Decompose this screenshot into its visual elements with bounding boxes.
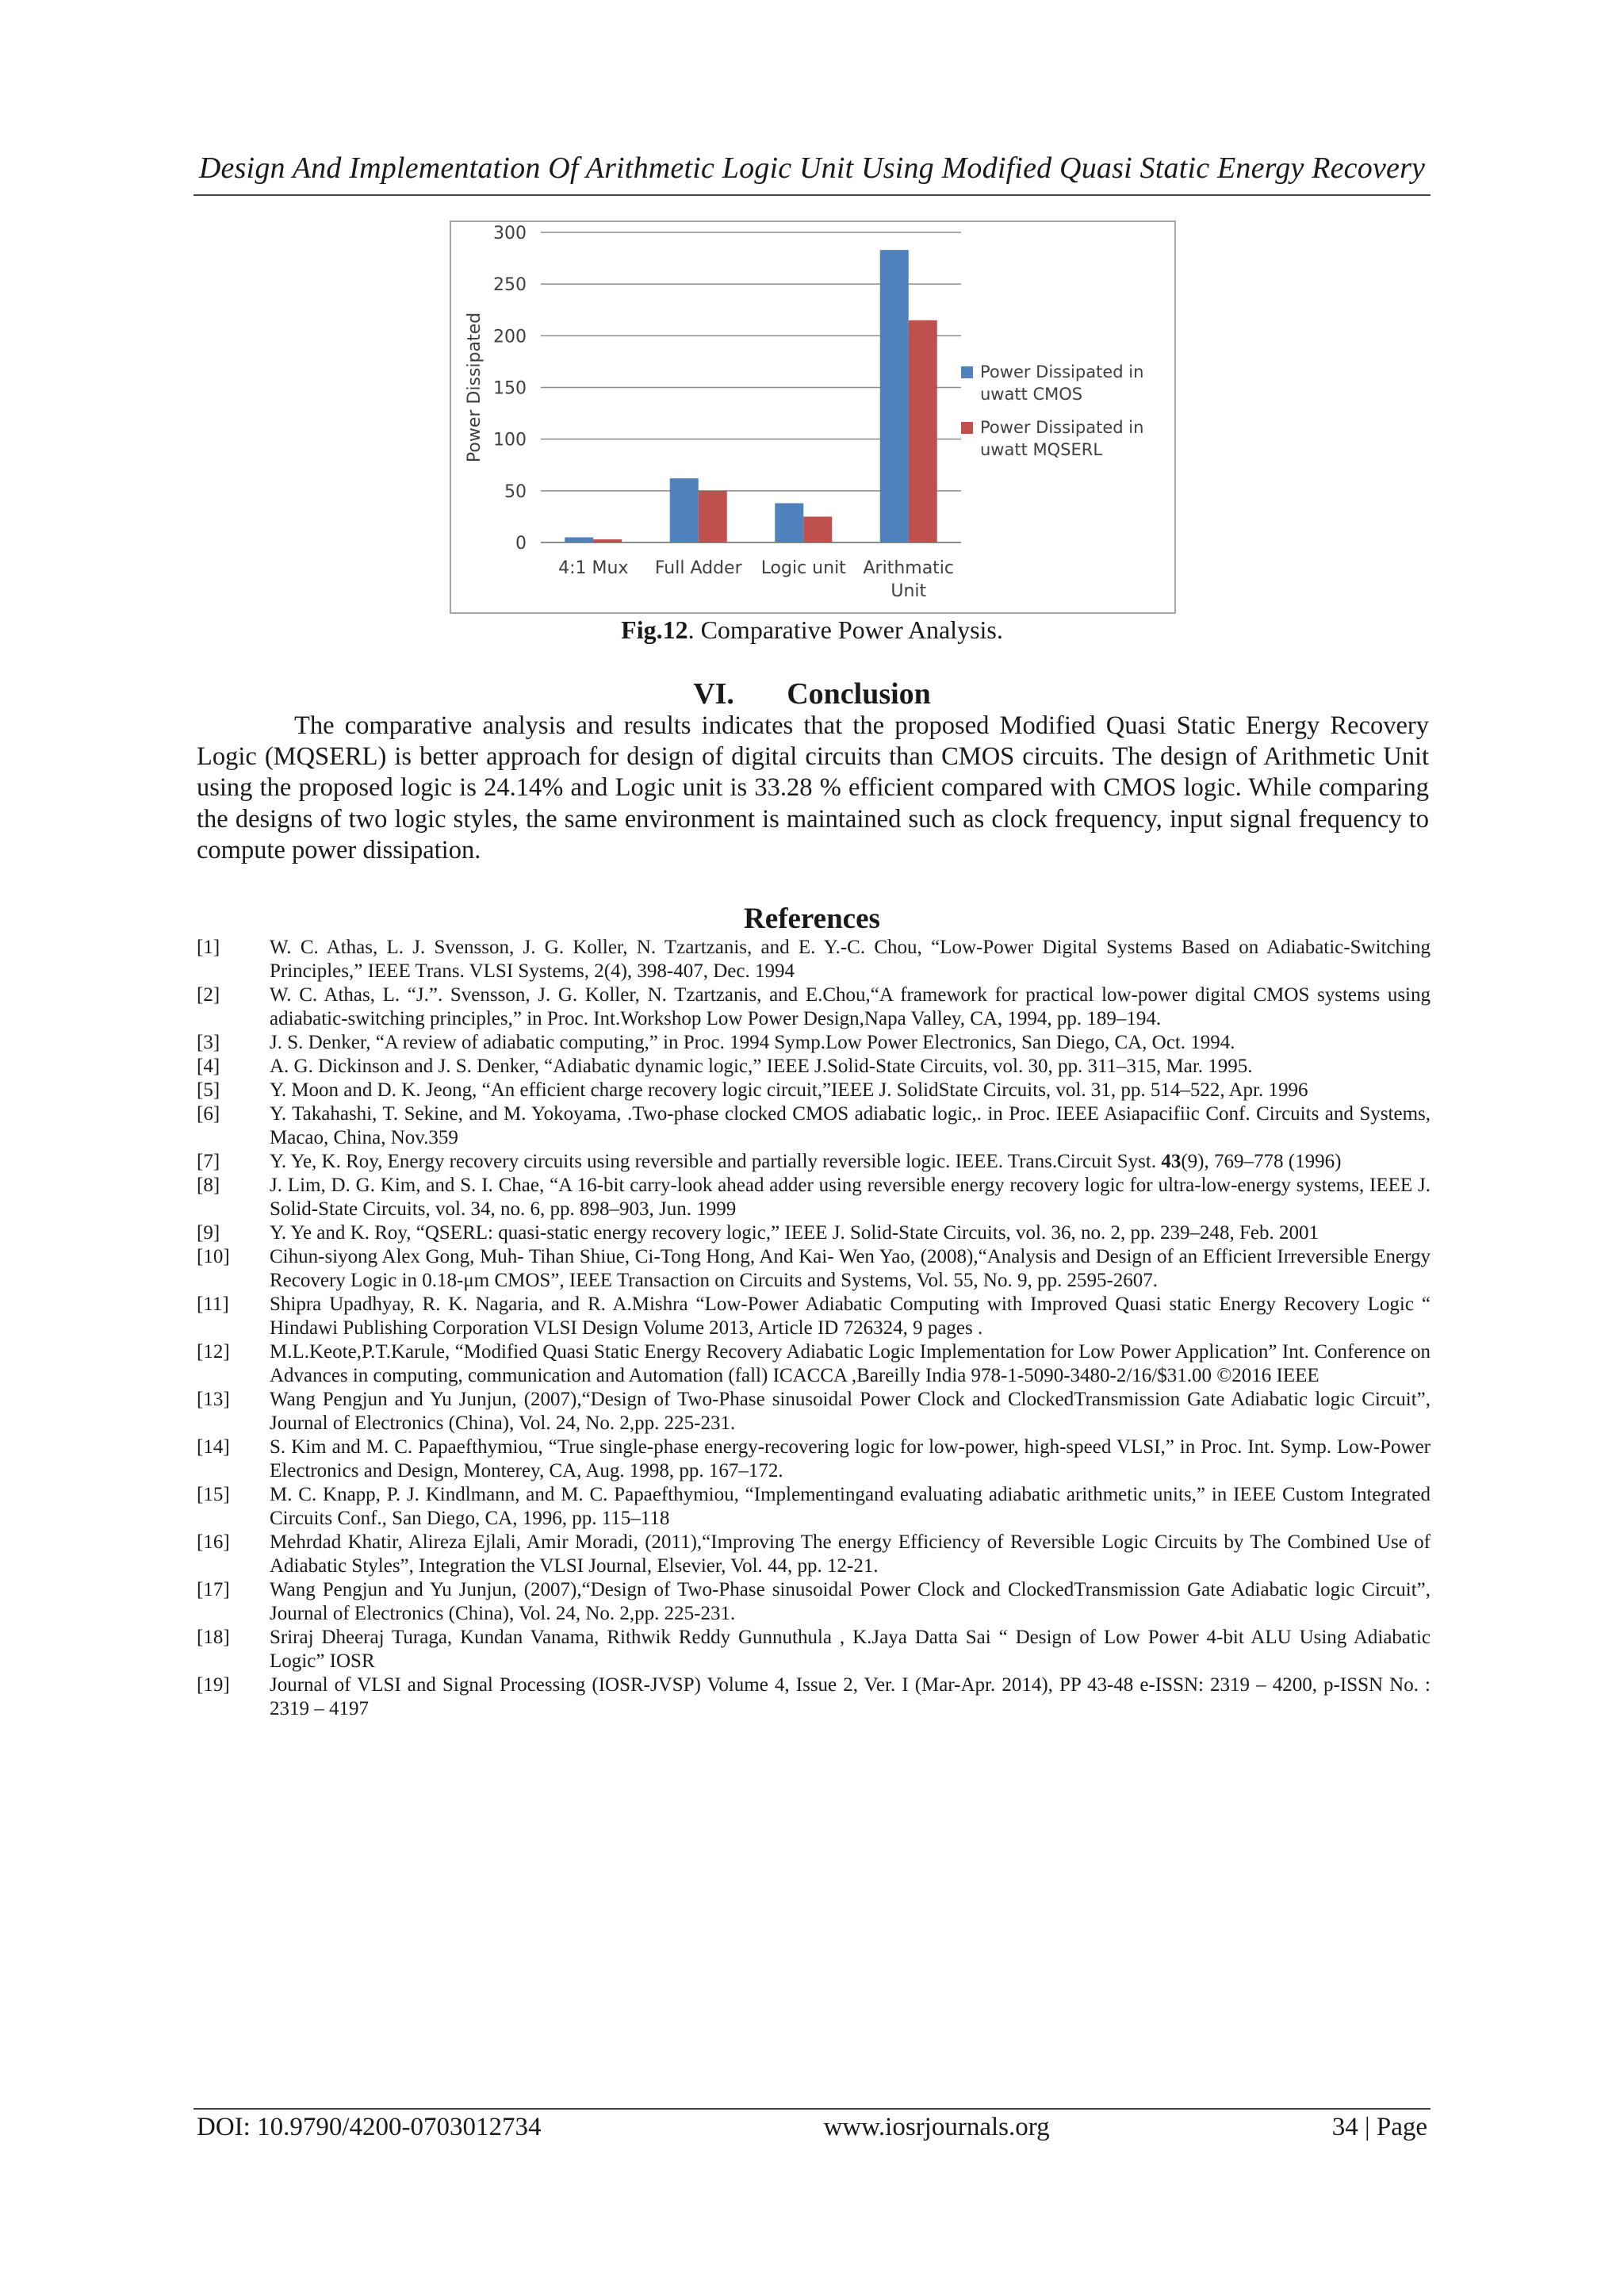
reference-item [197,1293,1431,1340]
section-title: Conclusion [787,677,931,711]
reference-number: [13] [197,1389,230,1410]
y-tick-label: 150 [493,378,527,399]
reference-item [197,1245,1431,1293]
reference-text: Mehrdad Khatir, Alireza Ejlali, Amir Moradi, (2011),“Improving The energy Efficiency of Reversible Logic Circuits by The Combined Use of Adiabatic Styles”, Integration the VLSI Journal, Elsevier, Vol. 44, pp. 12-21. [270,1531,1431,1577]
reference-number: [15] [197,1484,230,1505]
x-tick-label: Logic unit [760,558,846,578]
bar [699,491,727,542]
reference-number: [11] [197,1294,229,1315]
reference-text: M.L.Keote,P.T.Karule, “Modified Quasi Static Energy Recovery Adiabatic Logic Implementation for Low Power Application” Int. Conference on Advances in computing, communication and Automation (fall) ICACCA ,Bareilly India 978-1-5090-3480-2/16/$31.00 ©2016 IEEE [270,1341,1431,1386]
reference-number: [8] [197,1175,220,1196]
bar [670,478,699,542]
conclusion-text: The comparative analysis and results indicates that the proposed Modified Quasi Static Energy Recovery Logic (MQSERL) is better approach for design of digital circuits than CMOS circuits. The design of Arithmetic Unit using the proposed logic is 24.14% and Logic unit is 33.28 % efficient compared with CMOS logic. While comparing the designs of two logic styles, the same environment is maintained such as clock frequency, input signal frequency to compute power dissipation. [197,711,1429,864]
reference-number: [4] [197,1056,220,1077]
x-tick-label: Arithmatic [863,558,955,578]
reference-item [197,1435,1431,1483]
page-footer [197,2113,1427,2142]
legend-swatch [961,366,973,378]
footer-website: www.iosrjournals.org [823,2113,1050,2141]
bar [775,503,803,542]
reference-text: Wang Pengjun and Yu Junjun, (2007),“Design of Two-Phase sinusoidal Power Clock and ClockedTransmission Gate Adiabatic logic Circuit”, Journal of Electronics (China), Vol. 24, No. 2,pp. 225-231. [270,1389,1431,1434]
reference-number: [12] [197,1341,230,1363]
footer-rule [193,2108,1431,2110]
reference-list [197,936,1431,1721]
reference-number: [18] [197,1627,230,1648]
legend-label: Power Dissipated in [980,362,1144,381]
section-heading-conclusion [193,677,1431,711]
reference-text: J. S. Denker, “A review of adiabatic computing,” in Proc. 1994 Symp.Low Power Electronics, San Diego, CA, Oct. 1994. [270,1032,1235,1053]
reference-text: Y. Moon and D. K. Jeong, “An efficient charge recovery logic circuit,”IEEE J. SolidState Circuits, vol. 31, pp. 514–522, Apr. 1996 [270,1079,1308,1101]
reference-item [197,1102,1431,1150]
reference-item [197,1388,1431,1435]
x-tick-label: Unit [891,581,927,601]
reference-number: [6] [197,1103,220,1125]
reference-item [197,1031,1431,1055]
y-tick-label: 50 [504,481,527,502]
reference-item [197,1531,1431,1578]
reference-number: [16] [197,1531,230,1553]
reference-text: Y. Ye and K. Roy, “QSERL: quasi-static energy recovery logic,” IEEE J. Solid-State Circuits, vol. 36, no. 2, pp. 239–248, Feb. 2001 [270,1222,1319,1244]
bar [909,320,937,542]
reference-text: S. Kim and M. C. Papaefthymiou, “True single-phase energy-recovering logic for low-power, high-speed VLSI,” in Proc. Int. Symp. Low-Power Electronics and Design, Monterey, CA, Aug. 1998, pp. 167–172. [270,1436,1431,1481]
footer-doi: DOI: 10.9790/4200-0703012734 [197,2113,542,2141]
conclusion-paragraph [197,711,1429,866]
y-tick-label: 0 [515,534,527,554]
reference-item [197,1626,1431,1673]
reference-number: [7] [197,1151,220,1172]
figure-caption-text: . Comparative Power Analysis. [688,615,1003,644]
reference-number: [17] [197,1579,230,1600]
figure-label: Fig.12 [621,615,688,644]
reference-item [197,1483,1431,1531]
bar [565,537,593,542]
chart-svg [451,222,1174,612]
reference-text: Y. Ye, K. Roy, Energy recovery circuits using reversible and partially reversible logic. IEEE. Trans.Circuit Syst. 43(9), 769–778 (1996) [270,1151,1342,1172]
reference-item [197,983,1431,1031]
figure-caption [193,615,1431,645]
reference-item [197,1079,1431,1102]
reference-text: Sriraj Dheeraj Turaga, Kundan Vanama, Rithwik Reddy Gunnuthula , K.Jaya Datta Sai “ Design of Low Power 4-bit ALU Using Adiabatic Logic” IOSR [270,1627,1431,1672]
reference-item [197,1174,1431,1221]
reference-text: Cihun-siyong Alex Gong, Muh- Tihan Shiue, Ci-Tong Hong, And Kai- Wen Yao, (2008),“Analysis and Design of an Efficient Irreversible Energy Recovery Logic in 0.18-μm CMOS”, IEEE Transaction on Circuits and Systems, Vol. 55, No. 9, pp. 2595-2607. [270,1246,1431,1291]
reference-volume: 43 [1161,1151,1182,1172]
reference-text: W. C. Athas, L. J. Svensson, J. G. Koller, N. Tzartzanis, and E. Y.-C. Chou, “Low-Power Digital Systems Based on Adiabatic-Switching Principles,” IEEE Trans. VLSI Systems, 2(4), 398-407, Dec. 1994 [270,937,1431,982]
reference-item [197,1150,1431,1174]
reference-text: A. G. Dickinson and J. S. Denker, “Adiabatic dynamic logic,” IEEE J.Solid-State Circuits, vol. 30, pp. 311–315, Mar. 1995. [270,1056,1253,1077]
reference-item [197,1578,1431,1626]
legend-label: uwatt MQSERL [980,440,1103,459]
references-heading: References [744,903,880,935]
legend-label: uwatt CMOS [980,385,1083,404]
reference-number: [14] [197,1436,230,1458]
bar [880,250,909,542]
reference-text: Shipra Upadhyay, R. K. Nagaria, and R. A.Mishra “Low-Power Adiabatic Computing with Improved Quasi static Energy Recovery Logic “ Hindawi Publishing Corporation VLSI Design Volume 2013, Article ID 726324, 9 pages . [270,1294,1431,1339]
y-tick-label: 300 [493,224,527,243]
reference-item [197,1340,1431,1388]
reference-text: Wang Pengjun and Yu Junjun, (2007),“Design of Two-Phase sinusoidal Power Clock and ClockedTransmission Gate Adiabatic logic Circuit”, Journal of Electronics (China), Vol. 24, No. 2,pp. 225-231. [270,1579,1431,1624]
reference-text: M. C. Knapp, P. J. Kindlmann, and M. C. Papaefthymiou, “Implementingand evaluating adiabatic arithmetic units,” in IEEE Custom Integrated Circuits Conf., San Diego, CA, 1996, pp. 115–118 [270,1484,1431,1529]
running-header: Design And Implementation Of Arithmetic Logic Unit Using Modified Quasi Static Energy Recovery [198,151,1426,185]
y-axis-label: Power Dissipated [465,312,485,463]
reference-number: [2] [197,984,220,1006]
reference-number: [1] [197,937,220,958]
reference-item [197,1055,1431,1079]
bar [803,516,832,542]
x-tick-label: 4:1 Mux [558,558,629,578]
reference-item [197,1673,1431,1721]
reference-item [197,1221,1431,1245]
y-tick-label: 200 [493,327,527,347]
section-number: VI. [693,677,734,711]
y-tick-label: 250 [493,275,527,296]
power-bar-chart [450,220,1176,614]
reference-number: [10] [197,1246,230,1267]
legend-label: Power Dissipated in [980,418,1144,437]
reference-number: [5] [197,1079,220,1101]
footer-page-number: 34 | Page [1331,2113,1427,2141]
reference-number: [3] [197,1032,220,1053]
y-tick-label: 100 [493,430,527,450]
reference-text: Journal of VLSI and Signal Processing (IOSR-JVSP) Volume 4, Issue 2, Ver. I (Mar-Apr. 2014), PP 43-48 e-ISSN: 2319 – 4200, p-ISSN No. : 2319 – 4197 [270,1674,1431,1719]
bar [593,539,622,542]
reference-number: [19] [197,1674,230,1696]
reference-item [197,936,1431,983]
header-rule [193,194,1431,196]
reference-text: W. C. Athas, L. “J.”. Svensson, J. G. Koller, N. Tzartzanis, and E.Chou,“A framework for practical low-power digital CMOS systems using adiabatic-switching principles,” in Proc. Int.Workshop Low Power Design,Napa Valley, CA, 1994, pp. 189–194. [270,984,1431,1029]
x-tick-label: Full Adder [654,558,742,578]
reference-text: Y. Takahashi, T. Sekine, and M. Yokoyama, .Two-phase clocked CMOS adiabatic logic,. in Proc. IEEE Asiapacifiic Conf. Circuits and Systems, Macao, China, Nov.359 [270,1103,1431,1148]
legend-swatch [961,422,973,434]
reference-number: [9] [197,1222,220,1244]
reference-text: J. Lim, D. G. Kim, and S. I. Chae, “A 16-bit carry-look ahead adder using reversible energy recovery logic for ultra-low-energy systems, IEEE J. Solid-State Circuits, vol. 34, no. 6, pp. 898–903, Jun. 1999 [270,1175,1431,1220]
